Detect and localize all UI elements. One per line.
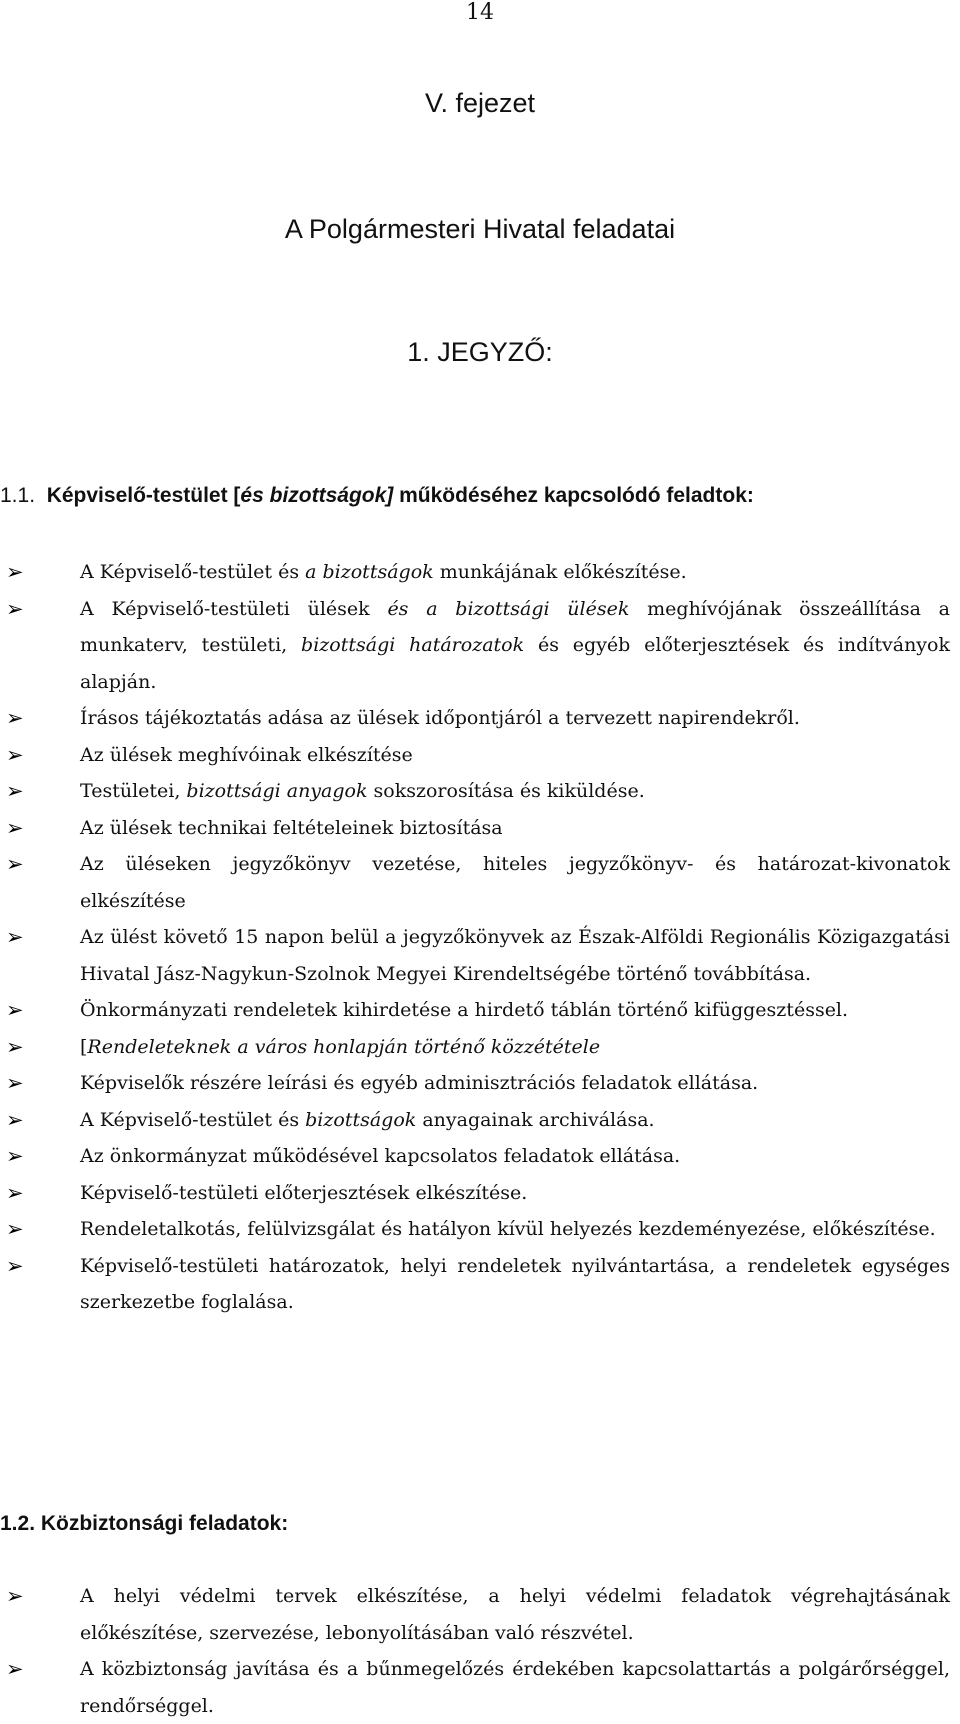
section-number: 1.1. <box>0 484 36 507</box>
section-1-2-heading: 1.2. Közbiztonsági feladatok: <box>0 1512 289 1535</box>
arrow-bullet-icon: ➢ <box>6 1217 24 1241</box>
list-item <box>0 1211 950 1248</box>
item-text: [ <box>80 1035 88 1058</box>
document-title: A Polgármesteri Hivatal feladatai <box>284 214 676 244</box>
item-text: Képviselő-testületi előterjesztések elkészítése. <box>80 1181 528 1204</box>
list-item <box>0 700 950 737</box>
item-text: Képviselő-testületi határozatok, helyi rendeletek nyilvántartása, a rendeletek egységes szerkezetbe foglalása. <box>80 1254 950 1313</box>
arrow-bullet-icon: ➢ <box>6 706 24 730</box>
arrow-bullet-icon: ➢ <box>6 815 24 840</box>
list-item <box>0 1065 950 1102</box>
arrow-bullet-icon: ➢ <box>6 1657 24 1681</box>
arrow-bullet-icon: ➢ <box>6 852 24 876</box>
item-text: Az üléseken jegyzőkönyv vezetése, hiteles jegyzőkönyv- és határozat-kivonatok elkészítése <box>80 853 950 912</box>
item-italic-text: Rendeleteknek a város honlapján történő közzététele <box>87 1035 601 1058</box>
arrow-bullet-icon: ➢ <box>6 560 24 584</box>
arrow-bullet-icon: ➢ <box>6 1071 24 1095</box>
arrow-bullet-icon: ➢ <box>6 1584 24 1608</box>
list-item <box>0 810 950 847</box>
item-text: Az ülések technikai feltételeinek biztosítása <box>80 816 503 839</box>
heading-part: működéséhez kapcsolódó feladtok: <box>393 484 754 507</box>
arrow-bullet-icon: ➢ <box>6 779 24 803</box>
list-item <box>0 554 950 591</box>
task-list-2 <box>0 1578 960 1724</box>
item-text: Az ülések meghívóinak elkészítése <box>80 743 413 766</box>
arrow-bullet-icon: ➢ <box>6 925 24 949</box>
section-title: 1. JEGYZŐ: <box>407 337 553 367</box>
list-item <box>0 591 950 701</box>
list-item <box>0 1248 950 1321</box>
item-text: Önkormányzati rendeletek kihirdetése a hirdető táblán történő kifüggesztéssel. <box>80 999 849 1021</box>
heading-part: Képviselő-testület [ <box>46 484 241 507</box>
list-item <box>0 773 950 810</box>
arrow-bullet-icon: ➢ <box>6 742 24 767</box>
item-italic-text: bizottsági határozatok <box>301 634 525 656</box>
arrow-bullet-icon: ➢ <box>6 1253 24 1278</box>
item-text: A Képviselő-testület és <box>80 561 306 583</box>
item-text: munkájának előkészítése. <box>433 561 687 583</box>
arrow-bullet-icon: ➢ <box>6 1034 24 1059</box>
item-text: anyagainak archiválása. <box>416 1108 655 1131</box>
list-item <box>0 1175 950 1212</box>
list-item <box>0 1102 950 1139</box>
arrow-bullet-icon: ➢ <box>6 1144 24 1168</box>
list-item <box>0 919 950 992</box>
list-item <box>0 1651 950 1724</box>
item-text: és egyéb előterjesztések és indítványok alapján. <box>80 634 950 693</box>
arrow-bullet-icon: ➢ <box>6 998 24 1022</box>
item-italic-text: és a bizottsági ülések <box>387 597 630 620</box>
item-text: A Képviselő-testületi ülések <box>80 597 388 620</box>
item-italic-text: a bizottságok <box>305 561 434 583</box>
item-text: A közbiztonság javítása és a bűnmegelőzés érdekében kapcsolattartás a polgárőrséggel, rendőrséggel. <box>80 1658 950 1717</box>
item-text: A Képviselő-testület és <box>80 1108 306 1131</box>
item-text: meghívójának összeállítása a munkaterv, testületi, <box>80 597 950 656</box>
item-text: sokszorosítása és kiküldése. <box>367 780 645 802</box>
item-text: Az ülést követő 15 napon belül a jegyzőkönyvek az Észak-Alföldi Regionális Közigazgatási Hivatal Jász-Nagykun-Szolnok Megyei Kirendeltségébe történő továbbítása. <box>80 926 950 985</box>
heading-italic-part: és bizottságok] <box>240 484 394 507</box>
task-list-1 <box>0 554 960 1321</box>
item-italic-text: bizottságok <box>305 1108 417 1131</box>
list-item <box>0 1578 950 1651</box>
arrow-bullet-icon: ➢ <box>6 1107 24 1132</box>
item-text: Rendeletalkotás, felülvizsgálat és hatályon kívül helyezés kezdeményezése, előkészítése. <box>80 1218 936 1240</box>
arrow-bullet-icon: ➢ <box>6 1180 24 1205</box>
list-item <box>0 1138 950 1175</box>
item-text: A helyi védelmi tervek elkészítése, a helyi védelmi feladatok végrehajtásának előkészítése, szervezése, lebonyolításában való részvétel. <box>80 1585 950 1644</box>
list-item <box>0 846 950 919</box>
list-item <box>0 737 950 774</box>
list-item <box>0 992 950 1029</box>
page-number: 14 <box>466 0 494 25</box>
item-text: Az önkormányzat működésével kapcsolatos feladatok ellátása. <box>80 1145 681 1167</box>
item-italic-text: bizottsági anyagok <box>186 780 368 802</box>
section-1-1-heading <box>0 484 960 508</box>
list-item <box>0 1029 950 1066</box>
chapter-title: V. fejezet <box>424 88 536 118</box>
item-text: Testületei, <box>80 780 187 802</box>
item-text: Képviselők részére leírási és egyéb adminisztrációs feladatok ellátása. <box>80 1072 759 1094</box>
item-text: Írásos tájékoztatás adása az ülések időpontjáról a tervezett napirendekről. <box>80 707 800 729</box>
arrow-bullet-icon: ➢ <box>6 596 24 621</box>
